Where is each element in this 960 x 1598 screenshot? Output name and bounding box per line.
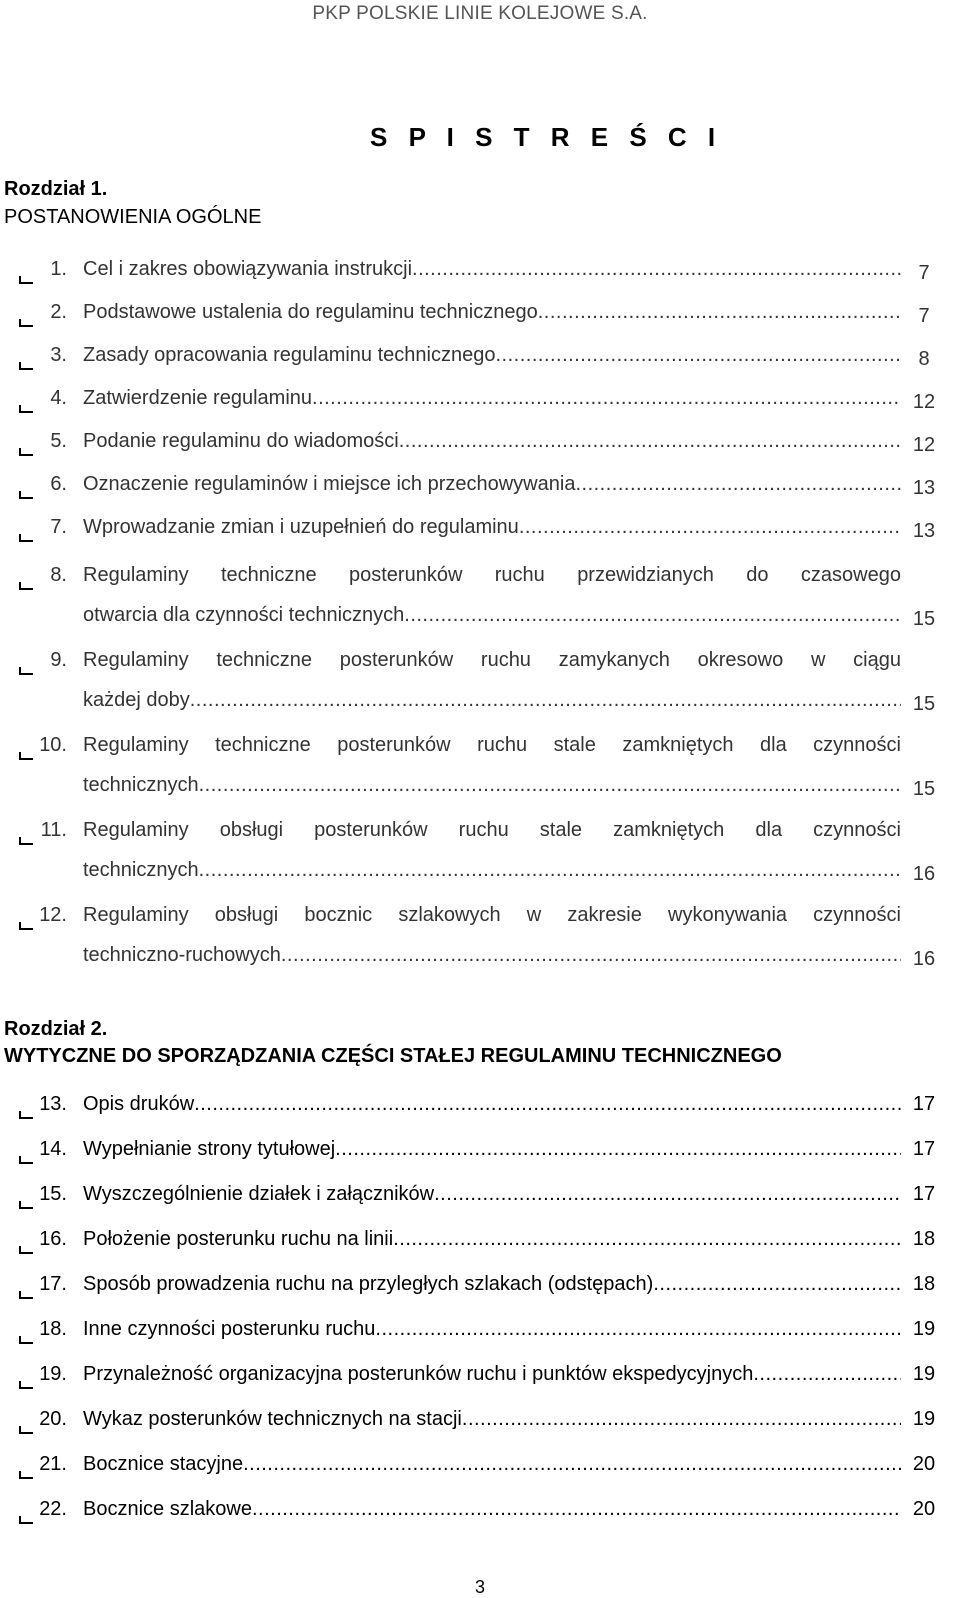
toc-entry-number: 4. — [50, 387, 67, 409]
toc-entry-page: 15 — [912, 608, 936, 630]
dot-leader — [753, 1361, 901, 1387]
dot-leader — [538, 299, 901, 325]
toc-entry-line — [83, 687, 901, 713]
dot-leader — [190, 687, 901, 713]
toc-entry-page: 16 — [912, 948, 936, 970]
toc-entry-text-line1: Regulaminy obsługi posterunków ruchu stale zamkniętych dla czynności — [83, 819, 901, 841]
tab-leader-mark — [19, 1105, 35, 1119]
toc-entry-line — [83, 342, 901, 368]
toc-entry-text-line1: Regulaminy obsługi bocznic szlakowych w zakresie wykonywania czynności — [83, 904, 901, 926]
toc-entry-text: Wprowadzanie zmian i uzupełnień do regulaminu — [83, 516, 519, 538]
tab-leader-mark — [19, 1330, 35, 1344]
dot-leader — [243, 1451, 901, 1477]
toc-entry-text: Wyszczególnienie działek i załączników — [83, 1183, 435, 1205]
toc-entry-line — [83, 1271, 901, 1297]
toc-entry-text: Cel i zakres obowiązywania instrukcji — [83, 258, 413, 280]
chapter-1-name: POSTANOWIENIA OGÓLNE — [4, 206, 262, 228]
toc-entry-page: 12 — [912, 434, 936, 456]
toc-entry-text: Wykaz posterunków technicznych na stacji — [83, 1408, 462, 1430]
tab-leader-mark — [19, 528, 35, 542]
tab-leader-mark — [19, 1285, 35, 1299]
toc-entry-page: 13 — [912, 477, 936, 499]
toc-entry-text: Przynależność organizacyjna posterunków ruchu i punktów ekspedycyjnych — [83, 1363, 754, 1385]
toc-entry-page: 15 — [912, 693, 936, 715]
toc-entry-line — [83, 1226, 901, 1252]
dot-leader — [393, 1226, 901, 1252]
toc-entry-line — [83, 428, 901, 454]
toc-entry-page: 17 — [912, 1138, 936, 1160]
toc-entry-number: 8. — [50, 564, 67, 586]
tab-leader-mark — [19, 1240, 35, 1254]
toc-entry-number: 14. — [39, 1138, 67, 1160]
dot-leader — [462, 1406, 901, 1432]
toc-entry-line — [83, 1181, 901, 1207]
toc-entry-number: 2. — [50, 301, 67, 323]
toc-entry-page: 20 — [912, 1498, 936, 1520]
tab-leader-mark — [19, 916, 35, 930]
toc-entry-page: 20 — [912, 1453, 936, 1475]
document-header: PKP POLSKIE LINIE KOLEJOWE S.A. — [312, 3, 648, 24]
toc-entry-text-line1: Regulaminy techniczne posterunków ruchu stale zamkniętych dla czynności — [83, 734, 901, 756]
toc-entry-page: 13 — [912, 520, 936, 542]
toc-entry-line — [83, 772, 901, 798]
toc-entry-text: Sposób prowadzenia ruchu na przyległych szlakach (odstępach) — [83, 1273, 654, 1295]
toc-entry-text: Oznaczenie regulaminów i miejsce ich przechowywania — [83, 473, 576, 495]
toc-entry-number: 20. — [39, 1408, 67, 1430]
toc-entry-page: 16 — [912, 863, 936, 885]
toc-entry-page: 18 — [912, 1228, 936, 1250]
toc-entry-page: 19 — [912, 1363, 936, 1385]
toc-entry-text-line1: Regulaminy techniczne posterunków ruchu przewidzianych do czasowego — [83, 564, 901, 586]
toc-entry-number: 16. — [39, 1228, 67, 1250]
dot-leader — [335, 1136, 901, 1162]
toc-entry-line — [83, 602, 901, 628]
toc-entry-number: 9. — [50, 649, 67, 671]
tab-leader-mark — [19, 1465, 35, 1479]
toc-entry-page: 7 — [918, 305, 930, 327]
dot-leader — [519, 514, 901, 540]
toc-entry-number: 19. — [39, 1363, 67, 1385]
tab-leader-mark — [19, 313, 35, 327]
toc-entry-page: 19 — [912, 1408, 936, 1430]
dot-leader — [312, 385, 901, 411]
dot-leader — [495, 342, 901, 368]
tab-leader-mark — [19, 1420, 35, 1434]
tab-leader-mark — [19, 442, 35, 456]
toc-entry-text: technicznych — [83, 774, 199, 796]
toc-entry-text: technicznych — [83, 859, 199, 881]
toc-entry-number: 12. — [39, 904, 67, 926]
toc-entry-text-line1: Regulaminy techniczne posterunków ruchu zamykanych okresowo w ciągu — [83, 649, 901, 671]
tab-leader-mark — [19, 270, 35, 284]
dot-leader — [281, 942, 901, 968]
toc-entry-page: 17 — [912, 1093, 936, 1115]
toc-entry-text: Podanie regulaminu do wiadomości — [83, 430, 399, 452]
tab-leader-mark — [19, 661, 35, 675]
toc-entry-line — [83, 385, 901, 411]
toc-entry-page: 15 — [912, 778, 936, 800]
toc-entry-number: 6. — [50, 473, 67, 495]
toc-entry-number: 10. — [39, 734, 67, 756]
tab-leader-mark — [19, 831, 35, 845]
toc-entry-number: 11. — [40, 819, 67, 841]
tab-leader-mark — [19, 576, 35, 590]
toc-entry-line — [83, 942, 901, 968]
tab-leader-mark — [19, 356, 35, 370]
toc-entry-line — [83, 1136, 901, 1162]
toc-entry-text: otwarcia dla czynności technicznych — [83, 604, 405, 626]
tab-leader-mark — [19, 485, 35, 499]
toc-entry-number: 21. — [39, 1453, 67, 1475]
toc-entry-line — [83, 471, 901, 497]
toc-entry-page: 12 — [912, 391, 936, 413]
dot-leader — [375, 1316, 901, 1342]
toc-entry-text: Zatwierdzenie regulaminu — [83, 387, 313, 409]
toc-entry-line — [83, 1091, 901, 1117]
toc-entry-number: 17. — [39, 1273, 67, 1295]
dot-leader — [412, 256, 901, 282]
tab-leader-mark — [19, 1150, 35, 1164]
toc-entry-page: 19 — [912, 1318, 936, 1340]
toc-entry-line — [83, 514, 901, 540]
toc-entry-text: Wypełnianie strony tytułowej — [83, 1138, 336, 1160]
dot-leader — [199, 857, 901, 883]
tab-leader-mark — [19, 1375, 35, 1389]
dot-leader — [404, 602, 901, 628]
dot-leader — [434, 1181, 901, 1207]
toc-entry-text: techniczno-ruchowych — [83, 944, 281, 966]
toc-entry-page: 8 — [918, 348, 930, 370]
toc-entry-number: 1. — [50, 258, 67, 280]
toc-entry-text: Bocznice szlakowe — [83, 1498, 252, 1520]
toc-entry-text: Zasady opracowania regulaminu technicznego — [83, 344, 496, 366]
toc-entry-page: 17 — [912, 1183, 936, 1205]
toc-entry-line — [83, 256, 901, 282]
toc-entry-line — [83, 857, 901, 883]
tab-leader-mark — [19, 746, 35, 760]
dot-leader — [399, 428, 901, 454]
toc-entry-number: 3. — [50, 344, 67, 366]
chapter-2-label: Rozdział 2. — [4, 1018, 108, 1040]
dot-leader — [199, 772, 901, 798]
page-number: 3 — [474, 1577, 485, 1597]
toc-entry-line — [83, 299, 901, 325]
toc-entry-line — [83, 1451, 901, 1477]
toc-entry-text: Inne czynności posterunku ruchu — [83, 1318, 376, 1340]
toc-entry-line — [83, 1406, 901, 1432]
tab-leader-mark — [19, 1195, 35, 1209]
dot-leader — [653, 1271, 901, 1297]
dot-leader — [575, 471, 901, 497]
toc-entry-number: 15. — [39, 1183, 67, 1205]
chapter-1-label: Rozdział 1. — [4, 178, 108, 200]
dot-leader — [194, 1091, 901, 1117]
toc-entry-line — [83, 1496, 901, 1522]
toc-title: S P I S T R E Ś C I — [370, 122, 723, 152]
dot-leader — [252, 1496, 901, 1522]
chapter-2-name: WYTYCZNE DO SPORZĄDZANIA CZĘŚCI STAŁEJ REGULAMINU TECHNICZNEGO — [4, 1045, 782, 1067]
tab-leader-mark — [19, 1510, 35, 1524]
toc-entry-number: 18. — [39, 1318, 67, 1340]
toc-entry-line — [83, 1316, 901, 1342]
toc-entry-text: każdej doby — [83, 689, 190, 711]
toc-entry-page: 18 — [912, 1273, 936, 1295]
toc-entry-number: 13. — [39, 1093, 67, 1115]
toc-entry-text: Opis druków — [83, 1093, 195, 1115]
toc-entry-line — [83, 1361, 901, 1387]
toc-entry-number: 5. — [50, 430, 67, 452]
toc-entry-text: Bocznice stacyjne — [83, 1453, 244, 1475]
toc-entry-page: 7 — [918, 262, 930, 284]
toc-entry-text: Położenie posterunku ruchu na linii — [83, 1228, 394, 1250]
toc-entry-number: 7. — [50, 516, 67, 538]
toc-entry-text: Podstawowe ustalenia do regulaminu technicznego — [83, 301, 538, 323]
toc-entry-number: 22. — [39, 1498, 67, 1520]
tab-leader-mark — [19, 399, 35, 413]
